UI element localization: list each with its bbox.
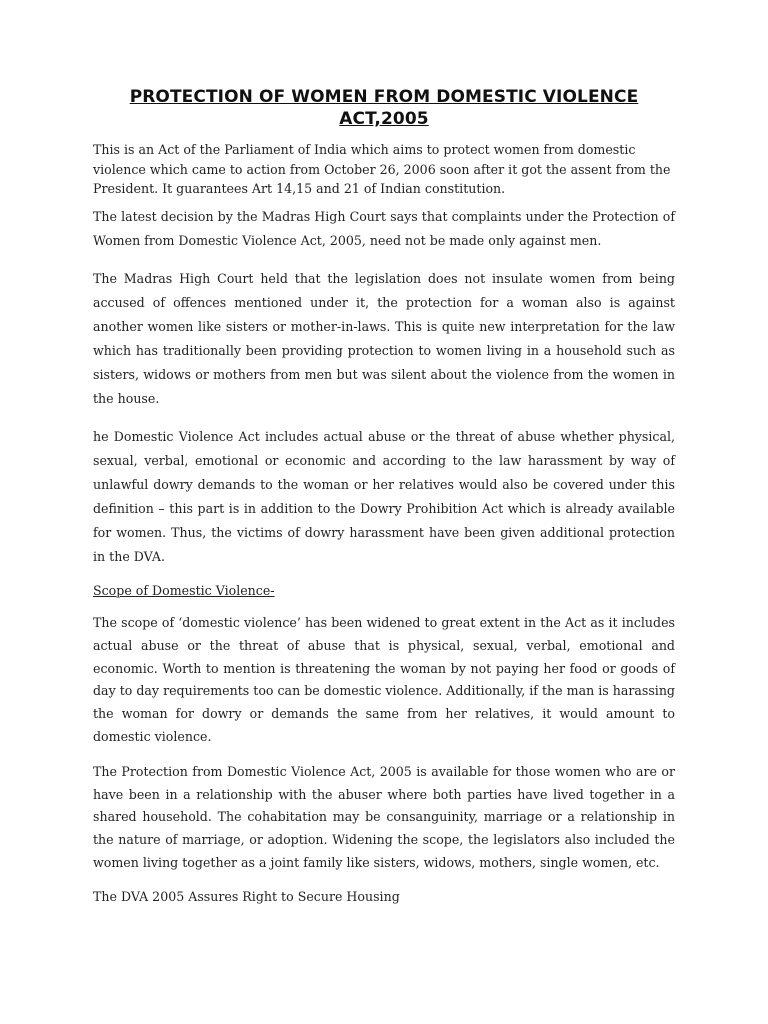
section-heading-housing: The DVA 2005 Assures Right to Secure Housing (93, 888, 400, 904)
paragraph-availability: The Protection from Domestic Violence Act, 2005 is available for those women who are or have been in a relationship with the abuser where both parties have lived together in a shared household. The cohabitation may be consanguinity, marriage or a relationship in the nature of marriage, or adoption. Widening the scope, the legislators also included the women living together as a joint family like sisters, widows, mothers, single women, etc. (93, 763, 675, 870)
paragraph-madras-held: The Madras High Court held that the legislation does not insulate women from being accused of offences mentioned under it, the protection for a woman also is against another women like sisters or mother-in-laws. This is quite new interpretation for the law which has traditionally been providing protection to women living in a household such as sisters, widows or mothers from men but was silent about the violence from the women in the house. (93, 270, 675, 406)
paragraph-intro: This is an Act of the Parliament of India which aims to protect women from domestic violence which came to action from October 26, 2006 soon after it got the assent from the President. It guarantees Art 14,15 and 21 of Indian constitution. (93, 142, 671, 196)
document-title: PROTECTION OF WOMEN FROM DOMESTIC VIOLENCE ACT,2005 (129, 87, 639, 129)
paragraph-madras-decision: The latest decision by the Madras High Court says that complaints under the Protection of Women from Domestic Violence Act, 2005, need not be made only against men. (93, 208, 675, 248)
section-heading-scope: Scope of Domestic Violence- (93, 582, 275, 598)
paragraph-dva-includes: he Domestic Violence Act includes actual abuse or the threat of abuse whether physical, sexual, verbal, emotional or economic and according to the law harassment by way of unlawful dowry demands to the woman or her relatives would also be covered under this definition – this part is in addition to the Dowry Prohibition Act which is already available for women. Thus, the victims of dowry harassment have been given additional protection in the DVA. (93, 428, 675, 564)
paragraph-scope: The scope of ‘domestic violence’ has been widened to great extent in the Act as it includes actual abuse or the threat of abuse that is physical, sexual, verbal, emotional and economic. Worth to mention is threatening the woman by not paying her food or goods of day to day requirements too can be domestic violence. Additionally, if the man is harassing the woman for dowry or demands the same from her relatives, it would amount to domestic violence. (93, 615, 675, 744)
